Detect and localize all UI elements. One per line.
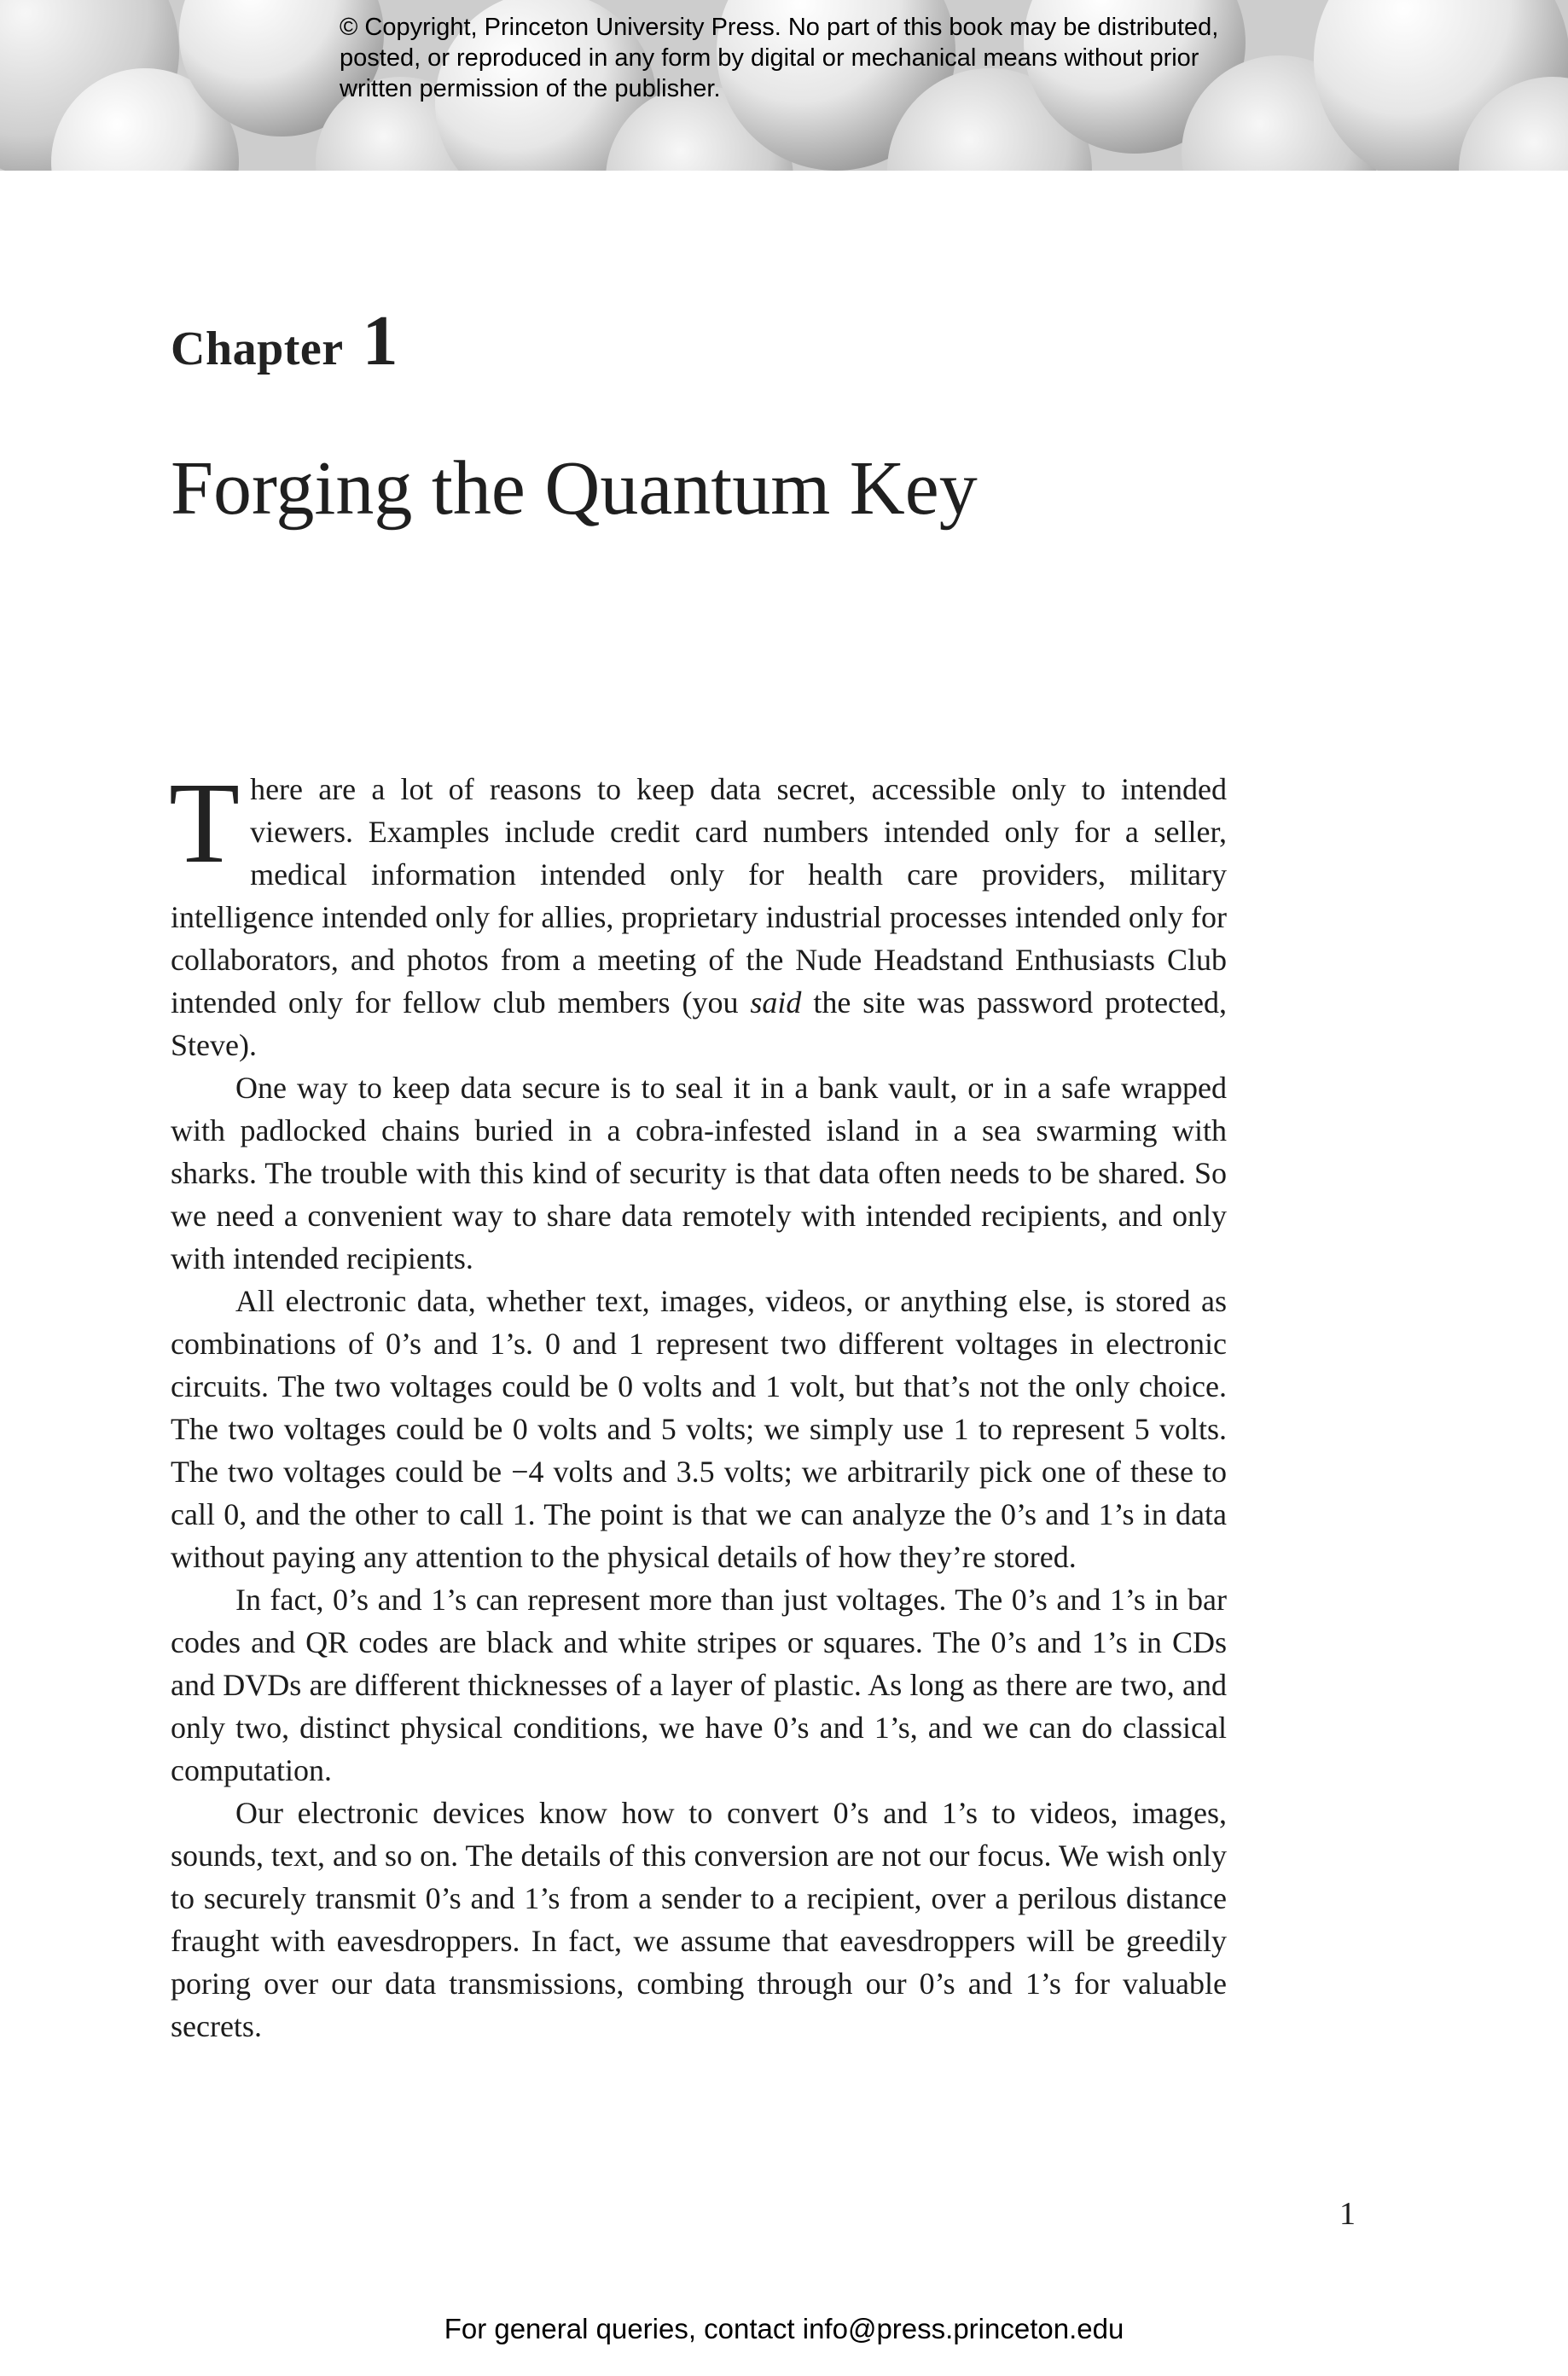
chapter-title: Forging the Quantum Key [171,446,978,531]
body-paragraph [169,759,1228,1066]
chapter-label [171,301,398,381]
copyright-notice: © Copyright, Princeton University Press. No part of this book may be distributed, posted, or reproduced in any form by digital or mechanical means without prior written permission of the publisher. [340,14,1219,102]
chapter-number: 1 [362,301,398,381]
body-paragraph: One way to keep data secure is to seal it in a bank vault, or in a safe wrapped with padlocked chains buried in a cobra-infested island in a sea swarming with sharks. The trouble with this kind of security is that data often needs to be shared. So we need a convenient way to share data remotely with intended recipients, and only with intended recipients. [171,1071,1227,1275]
body-paragraph: Our electronic devices know how to convert 0’s and 1’s to videos, images, sounds, text, and so on. The details of this conversion are not our focus. We wish only to securely transmit 0’s and 1’s from a sender to a recipient, over a perilous distance fraught with eavesdroppers. In fact, we assume that eavesdroppers will be greedily poring over our data transmissions, combing through our 0’s and 1’s for valuable secrets. [171,1796,1227,2043]
drop-cap: T [169,759,241,887]
chapter-body [169,759,1228,2048]
page-number: 1 [1339,2196,1356,2232]
body-paragraph: In fact, 0’s and 1’s can represent more than just voltages. The 0’s and 1’s in bar codes and QR codes are black and white stripes or squares. The 0’s and 1’s in CDs and DVDs are different thicknesses of a layer of plastic. As long as there are two, and only two, distinct physical conditions, we have 0’s and 1’s, and we can do classical computation. [171,1583,1227,1787]
paragraph-text: here are a lot of reasons to keep data secret, accessible only to intended viewers. Examples include credit card numbers intended only for a seller, medical information intended only for health care providers, military intelligence intended only for allies, proprietary industrial processes intended only for collaborators, and photos from a meeting of the Nude Headstand Enthusiasts Club intended only for fellow club members (you [171,772,1227,1020]
header-banner [0,0,1568,171]
chapter-word: Chapter [171,322,344,375]
body-paragraph: All electronic data, whether text, images, videos, or anything else, is stored as combinations of 0’s and 1’s. 0 and 1 represent two different voltages in electronic circuits. The two voltages could be 0 volts and 1 volt, but that’s not the only choice. The two voltages could be 0 volts and 5 volts; we simply use 1 to represent 5 volts. The two voltages could be −4 volts and 3.5 volts; we arbitrarily pick one of these to call 0, and the other to call 1. The point is that we can analyze the 0’s and 1’s in data without paying any attention to the physical details of how they’re stored. [171,1284,1227,1574]
paragraph-text: the site was password protected, Steve). [171,985,1228,1062]
emphasis-text: said [750,985,802,1020]
footer-contact: For general queries, contact info@press.princeton.edu [444,2313,1124,2344]
